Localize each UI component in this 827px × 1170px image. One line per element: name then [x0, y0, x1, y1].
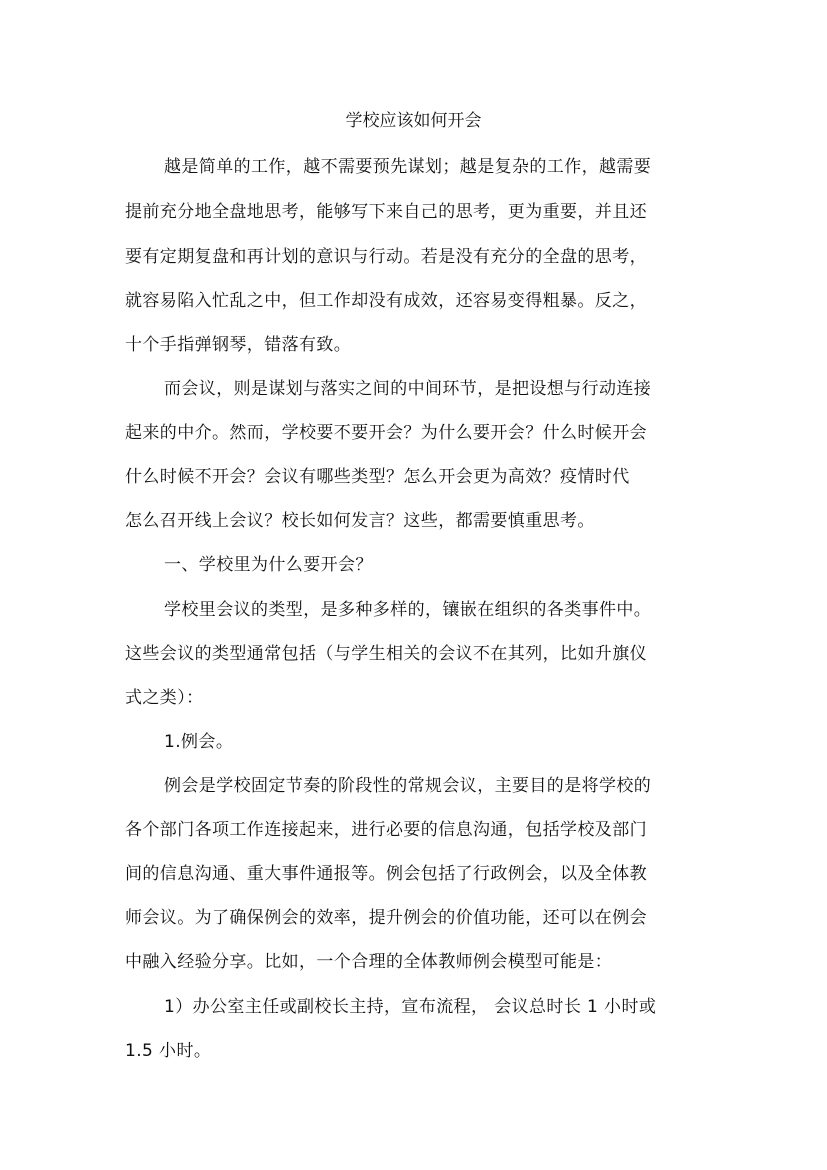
paragraph-line: 例会是学校固定节奏的阶段性的常规会议，主要目的是将学校的 [164, 776, 652, 796]
paragraph-line: 师会议。为了确保例会的效率，提升例会的价值功能，还可以在例会 [125, 908, 647, 928]
page-title: 学校应该如何开会 [345, 111, 482, 131]
paragraph-line: 起来的中介。然而，学校要不要开会？为什么要开会？什么时候开会 [125, 423, 647, 443]
paragraph-line: 提前充分地全盘地思考，能够写下来自己的思考，更为重要，并且还 [125, 202, 647, 222]
paragraph-line: 1.5 小时。 [125, 1041, 212, 1061]
paragraph-line: 中融入经验分享。比如，一个合理的全体教师例会模型可能是： [125, 952, 613, 972]
paragraph-line: 十个手指弹钢琴，错落有致。 [125, 335, 352, 355]
paragraph-line: 要有定期复盘和再计划的意识与行动。若是没有充分的全盘的思考， [125, 247, 647, 267]
paragraph-line: 式之类）： [125, 688, 204, 708]
list-item: 1）办公室主任或副校长主持，宣布流程， 会议总时长 1 小时或 [164, 997, 657, 1017]
paragraph-line: 而会议，则是谋划与落实之间的中间环节，是把设想与行动连接 [164, 379, 652, 399]
paragraph-line: 间的信息沟通、重大事件通报等。例会包括了行政例会，以及全体教 [125, 864, 647, 884]
paragraph-line: 学校里会议的类型，是多种多样的，镶嵌在组织的各类事件中。 [164, 600, 652, 620]
paragraph-line: 怎么召开线上会议？校长如何发言？这些，都需要慎重思考。 [125, 511, 595, 531]
subsection-heading: 1.例会。 [164, 732, 234, 752]
paragraph-line: 就容易陷入忙乱之中，但工作却没有成效，还容易变得粗暴。反之， [125, 291, 647, 311]
section-heading: 一、学校里为什么要开会？ [164, 555, 373, 575]
paragraph-line: 越是简单的工作，越不需要预先谋划；越是复杂的工作，越需要 [164, 157, 652, 177]
paragraph-line: 什么时候不开会？会议有哪些类型？怎么开会更为高效？疫情时代 [125, 467, 630, 487]
paragraph-line: 这些会议的类型通常包括（与学生相关的会议不在其列，比如升旗仪 [125, 644, 647, 664]
paragraph-line: 各个部门各项工作连接起来，进行必要的信息沟通，包括学校及部门 [125, 820, 647, 840]
